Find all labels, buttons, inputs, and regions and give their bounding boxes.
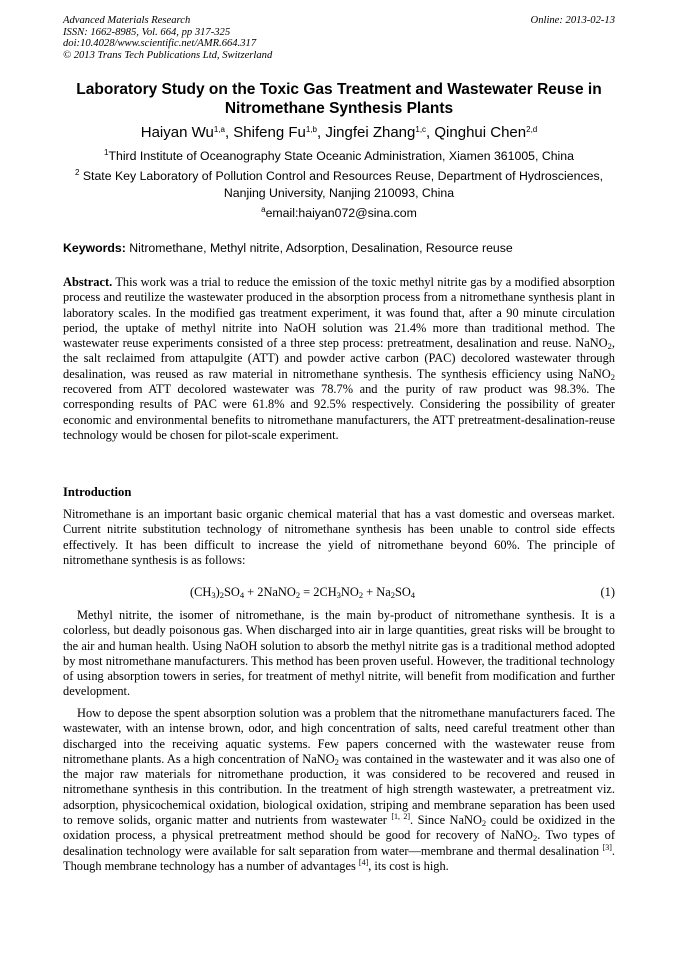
affiliation-1 [40, 148, 638, 165]
affiliation-text: State Key Laboratory of Pollution Control and Resources Reuse, Department of Hydrosciences, [79, 169, 604, 183]
author-separator: , [224, 124, 234, 141]
paper-title [40, 80, 638, 118]
intro-paragraph-3: How to depose the spent absorption solution was a problem that the nitromethane manufacturers faced. The wastewater, with an intense brown, odor, and high concentration of salts, need careful treatment other than discharged into the receiving aquatic systems. Few papers concerned with the wastewater reuse from nitromethane plants. As a high concentration of NaNO$_2$ was contained in the wastewater and it was also one of the major raw materials for nitromethane production, it was considered to be recovered and reused in nitromethane synthesis in this contribution. In the treatment of high strength wastewater, a pretreatment viz. adsorption, physicochemical oxidation, biological oxidation, striping and membrane separation has been used to remove solids, organic matter and nutrients from wastewater [1, 2]. Since NaNO$_2$ could be oxidized in the oxidation process, a physical pretreatment method should be good for recovery of NaNO$_2$. Two types of desalination technology were available for salt separation from water—membrane and thermal desalination [3]. Though membrane technology has a number of advantages [4], its cost is high. [63, 706, 615, 873]
copyright-line: © 2013 Trans Tech Publications Ltd, Switzerland [63, 49, 273, 61]
section-heading-introduction: Introduction [63, 485, 132, 499]
abstract-text: , the salt reclaimed from attapulgite (ATT) and powder active carbon (PAC) decolored wastewater through desalination, was reused as raw material in nitromethane synthesis. The synthesis efficiency using NaNO [63, 336, 615, 381]
subscript: 2 [532, 833, 538, 844]
journal-name: Advanced Materials Research [63, 15, 191, 26]
affiliation-text: Third Institute of Oceanography State Oceanic Administration, Xiamen 361005, China [108, 149, 574, 163]
affiliation-mark: 2 [74, 168, 80, 177]
equation-formula: $(CH_3)_2SO_4$ + 2NaNO$_2$ = $2CH_3NO_2 + Na_2SO_4$ [190, 585, 416, 600]
intro-paragraph-2: Methyl nitrite, the isomer of nitromethane, is the main by-product of nitromethane synthesis. It is a colorless, but deadly poisonous gas. When discharged into air in large quantities, great risks will be brought to the air and human health. Using NaOH solution to absorb the methyl nitrite gas is a traditional method adopted by most nitromethane manufacturers. This method has been proven useful. However, the traditional technology of using absorption towers in series, for treatment of methyl nitrite, will benefit from modification and further development. [63, 608, 615, 699]
subscript: 2 [607, 341, 612, 352]
abstract-text: This work was a trial to reduce the emission of the toxic methyl nitrite gas by a modified absorption process and reutilize the wastewater produced in the absorption process from a nitromethane synthesis plant in laboratory scales. In the modified gas treatment experiment, it was found that, after a 90 minute circulation period, the uptake of methyl nitrite into NaOH solution was 21.4% more than traditional method. The wastewater reuse experiments consisted of a three step process: pretreatment, desalination and reuse. NaNO [63, 275, 615, 351]
intro-paragraph-1: Nitromethane is an important basic organic chemical material that has a vast domestic and overseas market. Current nitrite substitution technology of nitromethane synthesis has been unable to control side effects effectively. It has been difficult to increase the yield of nitromethane beyond 60%. The principle of nitromethane synthesis is as follows: [63, 507, 615, 567]
citation: [1, 2] [391, 812, 411, 822]
citation: [4] [358, 857, 369, 867]
abstract-text: recovered from ATT decolored wastewater was 78.7% and the purity of raw product was 98.3%. The corresponding results of PAC were 61.8% and 92.5% respectively. Considering the possibility of greater economic and environmental benefits to nitromethane manufacturers, the ATT pretreatment-desalination-reuse technology would be chosen for pilot-scale experiment. [63, 382, 615, 442]
doi-line: doi:10.4028/www.scientific.net/AMR.664.317 [63, 38, 257, 50]
author-name: Shifeng Fu [233, 124, 306, 141]
online-date: Online: 2013-02-13 [530, 15, 615, 26]
subscript: 2 [481, 818, 487, 829]
keywords-label: Keywords: [63, 241, 126, 255]
affiliation-text: Nanjing University, Nanjing 210093, China [223, 186, 455, 200]
author-name: Jingfei Zhang [325, 124, 416, 141]
email-line [40, 205, 638, 221]
author-affiliation-mark: 1,c [415, 125, 427, 134]
abstract [63, 275, 615, 443]
abstract-label: Abstract. [63, 275, 113, 289]
author-affiliation-mark: 1,b [305, 125, 317, 134]
affiliation-2 [40, 168, 638, 202]
keywords-text: Nitromethane, Methyl nitrite, Adsorption, Desalination, Resource reuse [125, 241, 513, 255]
author-name: Qinghui Chen [434, 124, 527, 141]
email-mark: a [261, 205, 266, 214]
author-affiliation-mark: 1,a [213, 125, 225, 134]
subscript: 2 [334, 756, 339, 767]
equation-number: (1) [600, 585, 615, 599]
author-separator: , [426, 124, 435, 141]
title-line-1: Laboratory Study on the Toxic Gas Treatment and Wastewater Reuse in [76, 81, 602, 98]
email-address: email:haiyan072@sina.com [265, 206, 417, 220]
author-list [40, 124, 638, 142]
author-affiliation-mark: 2,d [526, 125, 538, 134]
keywords [63, 240, 615, 256]
author-separator: , [316, 124, 326, 141]
title-line-2: Nitromethane Synthesis Plants [224, 100, 454, 117]
author-name: Haiyan Wu [140, 124, 214, 141]
citation: [3] [602, 842, 612, 852]
subscript: 2 [610, 371, 615, 382]
affiliation-mark: 1 [104, 148, 109, 157]
issn-line: ISSN: 1662-8985, Vol. 664, pp 317-325 [63, 26, 231, 38]
running-header [63, 15, 615, 61]
